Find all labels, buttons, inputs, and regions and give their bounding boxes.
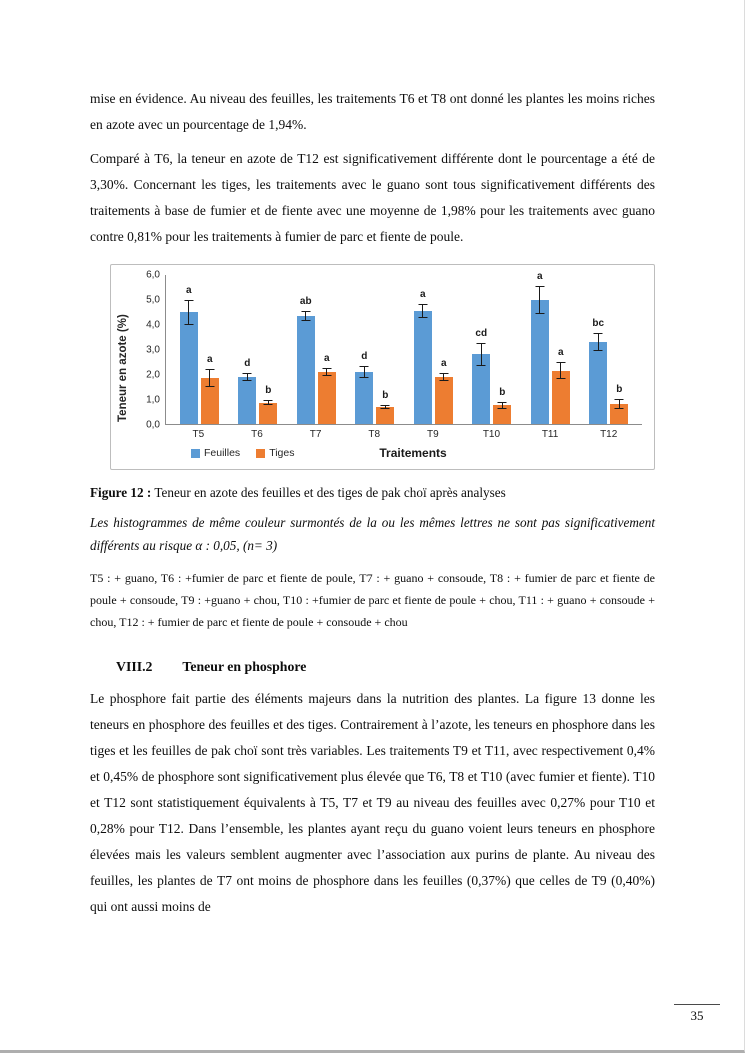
x-tick-label-T11: T11	[541, 429, 559, 440]
bar-slot-feuilles-T5	[180, 275, 198, 424]
bar-slot-tiges-T8	[376, 275, 394, 424]
legend-item-feuilles	[191, 447, 240, 459]
error-bar-cap-bottom	[184, 324, 193, 325]
error-bar-cap-bottom	[556, 378, 565, 379]
page-number: 35	[690, 1008, 704, 1023]
figure-caption	[90, 485, 655, 501]
y-tick-label: 3,0	[146, 344, 160, 356]
paragraph-3: Le phosphore fait partie des éléments majeurs dans la nutrition des plantes. La figure 13 donne les teneurs en phosphore des feuilles et des tiges. Contrairement à l’azote, les teneurs en phosphore dans les tiges et les feuilles de pak choï sont très variables. Les traitements T9 et T11, avec respectivement 0,4% et 0,45% de phosphore sont significativement plus élevée que T6, T8 et T10 (avec fumier et fiente). T10 et T12 sont statistiquement équivalents à T5, T7 et T9 au niveau des feuilles avec 0,27% pour T10 et 0,28% pour T12. Dans l’ensemble, les plantes ayant reçu du guano voient leurs teneurs en phosphore élevées mais les valeurs semblent augmenter avec l’association aux purins de plante. Au niveau des feuilles, les plantes de T7 ont moins de phosphore dans les feuilles (0,37%) que celles de T9 (0,40%) qui ont aussi moins de	[90, 691, 655, 914]
bar-feuilles-T7	[297, 316, 315, 424]
bar-group-T5	[170, 275, 229, 424]
bar-slot-feuilles-T10	[472, 275, 490, 424]
error-bar	[205, 369, 214, 386]
bar-tiges-T6	[259, 403, 277, 424]
chart-y-tick-labels	[135, 269, 165, 431]
paragraph-1: mise en évidence. Au niveau des feuilles, les traitements T6 et T8 ont donné les plantes les moins riches en azote avec un pourcentage de 1,94%.	[90, 91, 655, 132]
error-bar-cap-bottom	[615, 408, 624, 409]
legend-swatch-tiges	[256, 449, 265, 458]
significance-letter: a	[557, 346, 564, 358]
bar-slot-feuilles-T8	[355, 275, 373, 424]
chart-x-tick-labels	[165, 425, 642, 443]
error-bar-cap-bottom	[594, 350, 603, 351]
error-bar-cap-bottom	[498, 408, 507, 409]
y-tick-label: 5,0	[146, 294, 160, 306]
error-bar-cap-bottom	[243, 380, 252, 381]
error-bar-line	[539, 286, 540, 313]
significance-letter: a	[185, 284, 192, 296]
y-tick-label: 6,0	[146, 269, 160, 281]
error-bar	[498, 402, 507, 409]
y-tick-label: 1,0	[146, 394, 160, 406]
paragraph-2: Comparé à T6, la teneur en azote de T12 est significativement différente dont le pourcentage a été de 3,30%. Concernant les tiges, les traitements avec le guano sont tous significativement différents des traitements à base de fumier et de fiente avec une moyenne de 1,98% pour les traitements avec guano contre 0,81% pour les traitements à fumier de parc et fiente de poule.	[90, 151, 655, 244]
error-bar	[360, 366, 369, 378]
section-heading	[116, 659, 655, 675]
bar-feuilles-T8	[355, 372, 373, 424]
error-bar-cap-bottom	[418, 317, 427, 318]
bar-slot-feuilles-T11	[531, 271, 549, 424]
legend-label-tiges: Tiges	[269, 447, 295, 459]
bar-slot-tiges-T11	[552, 275, 570, 424]
x-tick-label-T5: T5	[192, 429, 205, 440]
error-bar-cap-bottom	[322, 375, 331, 376]
error-bar	[301, 311, 310, 321]
error-bar-line	[209, 369, 210, 386]
bar-group-T11	[521, 271, 580, 424]
chart-y-axis-title: Teneur en azote (%)	[117, 314, 129, 422]
x-tick-label-T12: T12	[600, 429, 618, 440]
bar-slot-feuilles-T9	[414, 275, 432, 424]
bar-group-T7	[287, 275, 346, 424]
figure-significance-note: Les histogrammes de même couleur surmontés de la ou les mêmes lettres ne sont pas significativement différents au risque α : 0,05, (n= 3)	[90, 515, 655, 553]
significance-letter: ab	[299, 296, 312, 308]
bar-group-T8	[346, 275, 405, 424]
chart-area	[117, 269, 642, 443]
x-tick-label-T10: T10	[482, 429, 501, 440]
bar-tiges-T9	[435, 377, 453, 424]
section-number: VIII.2	[116, 659, 153, 674]
bar-tiges-T8	[376, 407, 394, 424]
bar-slot-tiges-T7	[318, 275, 336, 424]
error-bar-cap-bottom	[381, 408, 390, 409]
error-bar	[381, 405, 390, 409]
bar-group-T6	[229, 275, 288, 424]
bar-slot-tiges-T5	[201, 275, 219, 424]
error-bar	[477, 343, 486, 365]
significance-letter: b	[499, 386, 506, 398]
error-bar	[594, 333, 603, 350]
significance-letter: a	[419, 288, 426, 300]
legend-item-tiges	[256, 447, 294, 459]
error-bar-line	[422, 304, 423, 319]
significance-letter: b	[382, 389, 389, 401]
bar-group-T12	[580, 275, 639, 424]
y-tick-label: 2,0	[146, 369, 160, 381]
chart-legend	[191, 447, 294, 459]
error-bar	[615, 399, 624, 409]
bar-slot-feuilles-T7	[297, 275, 315, 424]
significance-letter: b	[616, 384, 623, 396]
error-bar	[556, 362, 565, 379]
bar-tiges-T7	[318, 372, 336, 424]
page-footer	[674, 1004, 720, 1024]
significance-letter: b	[265, 385, 272, 397]
significance-letter: d	[361, 350, 368, 362]
y-tick-label: 0,0	[146, 419, 160, 431]
figure-12-chart	[110, 264, 655, 470]
bar-feuilles-T9	[414, 311, 432, 424]
error-bar-cap-bottom	[535, 313, 544, 314]
bar-feuilles-T5	[180, 312, 198, 424]
bar-slot-feuilles-T12	[589, 275, 607, 424]
significance-letter: a	[536, 271, 543, 283]
bar-group-T10	[463, 275, 522, 424]
error-bar-line	[188, 300, 189, 325]
page-content	[90, 86, 655, 920]
error-bar	[264, 400, 273, 405]
significance-letter: cd	[475, 328, 488, 340]
error-bar-cap-bottom	[301, 320, 310, 321]
significance-letter: a	[206, 354, 213, 366]
bar-slot-tiges-T9	[435, 275, 453, 424]
chart-plot-area	[165, 271, 642, 425]
error-bar	[243, 373, 252, 380]
figure-caption-label: Figure 12 :	[90, 485, 152, 500]
bar-slot-tiges-T12	[610, 275, 628, 424]
error-bar-line	[598, 333, 599, 350]
bar-feuilles-T12	[589, 342, 607, 424]
bar-slot-tiges-T6	[259, 275, 277, 424]
error-bar-line	[481, 343, 482, 365]
significance-letter: a	[440, 358, 447, 370]
treatments-legend: T5 : + guano, T6 : +fumier de parc et fiente de poule, T7 : + guano + consoude, T8 : + fumier de parc et fiente de poule + consoude, T9 : +guano + chou, T10 : +fumier de parc et fiente de poule + chou, T11 : + guano + consoude + chou, T12 : + fumier de parc et fiente de poule + consoude + chou	[90, 571, 655, 629]
error-bar-line	[560, 362, 561, 379]
error-bar-cap-bottom	[439, 380, 448, 381]
y-tick-label: 4,0	[146, 319, 160, 331]
bar-slot-tiges-T10	[493, 275, 511, 424]
chart-plot-wrap	[165, 271, 642, 443]
error-bar	[439, 373, 448, 380]
error-bar-cap-bottom	[360, 377, 369, 378]
error-bar-cap-bottom	[264, 404, 273, 405]
error-bar	[184, 300, 193, 325]
x-tick-label-T9: T9	[426, 429, 439, 440]
significance-letter: bc	[592, 318, 605, 330]
chart-x-axis-title: Traitements	[379, 446, 447, 460]
x-tick-label-T7: T7	[309, 429, 322, 440]
chart-footer-row	[165, 443, 642, 463]
x-tick-label-T6: T6	[251, 429, 263, 440]
bar-feuilles-T6	[238, 377, 256, 424]
error-bar-cap-bottom	[205, 386, 214, 387]
error-bar	[418, 304, 427, 319]
section-title: Teneur en phosphore	[182, 659, 307, 674]
bar-group-T9	[404, 275, 463, 424]
significance-letter: d	[244, 358, 251, 370]
significance-letter: a	[323, 353, 330, 365]
legend-swatch-feuilles	[191, 449, 200, 458]
figure-caption-text: Teneur en azote des feuilles et des tiges de pak choï après analyses	[154, 485, 506, 500]
error-bar	[535, 286, 544, 313]
bar-slot-feuilles-T6	[238, 275, 256, 424]
legend-label-feuilles: Feuilles	[204, 447, 241, 459]
error-bar-cap-bottom	[477, 365, 486, 366]
x-tick-label-T8: T8	[368, 429, 381, 440]
error-bar	[322, 368, 331, 375]
bar-feuilles-T11	[531, 300, 549, 424]
